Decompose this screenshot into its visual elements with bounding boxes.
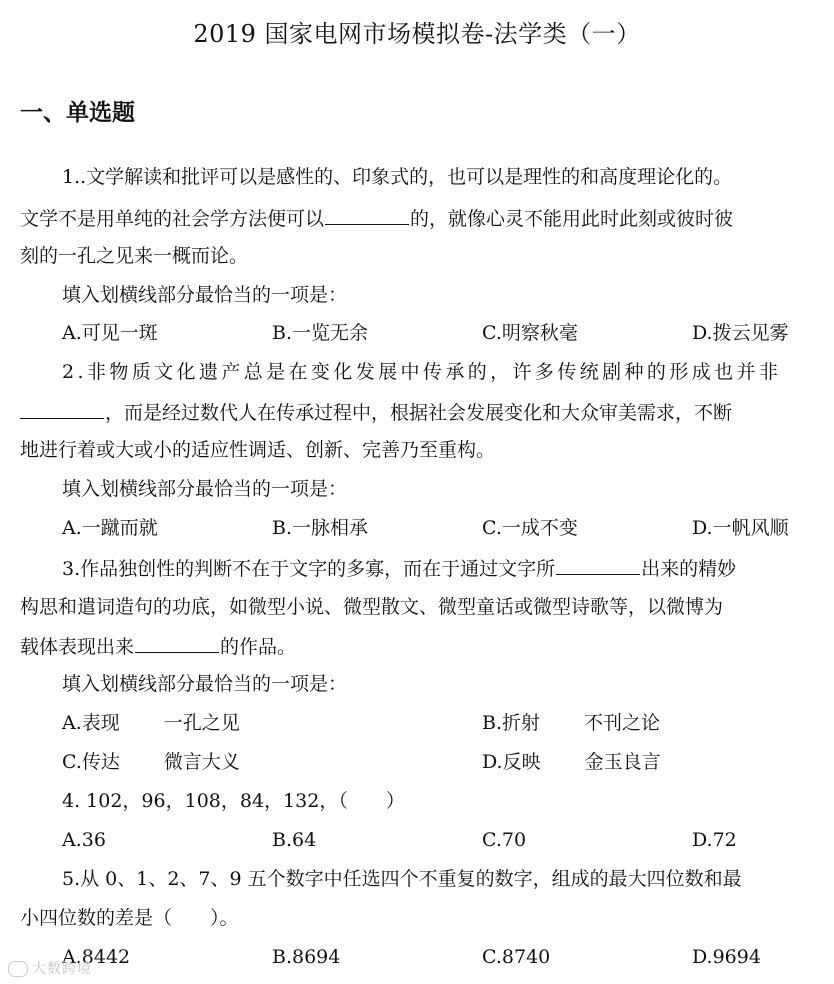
q1-line-1: 1..文学解读和批评可以是感性的、印象式的，也可以是理性的和高度理论化的。: [62, 166, 733, 188]
q1-line-2-post: 的，就像心灵不能用此时此刻或彼时彼: [410, 208, 734, 230]
q2-line-2: [20, 400, 732, 424]
q1-option-d: D.拨云见雾: [692, 322, 789, 344]
q3-prompt: 填入划横线部分最恰当的一项是：: [62, 673, 348, 695]
q5-option-a: A.8442: [62, 946, 131, 968]
q3-option-a-text: 一孔之见: [163, 712, 240, 734]
q4-option-a: A.36: [62, 829, 106, 851]
q1-prompt: 填入划横线部分最恰当的一项是：: [62, 284, 348, 306]
q2-option-a: A.一蹴而就: [62, 517, 158, 539]
q3-line-3: [20, 634, 296, 658]
q3-option-d-letter: D.反映: [482, 751, 541, 773]
q2-blank: [20, 400, 104, 419]
q3-line-1-pre: 3.作品独创性的判断不在于文字的多寡，而在于通过文字所: [62, 558, 556, 580]
q2-option-d: D.一帆风顺: [692, 517, 789, 539]
q1-option-c: C.明察秋毫: [482, 322, 578, 344]
q3-option-a: [62, 712, 240, 734]
q3-blank-1: [556, 556, 640, 575]
q4-line-1: 4. 102，96，108，84，132，（ ）: [62, 790, 405, 812]
q3-line-3-post: 的作品。: [220, 636, 297, 658]
document-title: 2019 国家电网市场模拟卷-法学类（一）: [193, 20, 641, 48]
q5-option-b: B.8694: [272, 946, 341, 968]
q4-option-b: B.64: [272, 829, 317, 851]
q3-option-d: [482, 751, 661, 773]
q3-option-a-letter: A.表现: [62, 712, 120, 734]
q5-option-c: C.8740: [482, 946, 551, 968]
watermark-logo-icon: [8, 961, 28, 977]
q1-line-2-pre: 文学不是用单纯的社会学方法便可以: [20, 208, 325, 230]
q2-line-2-post: ，而是经过数代人在传承过程中，根据社会发展变化和大众审美需求，不断: [105, 402, 733, 424]
q5-option-d: D.9694: [692, 946, 761, 968]
q3-blank-2: [135, 634, 219, 653]
q3-option-b-text: 不刊之论: [584, 712, 661, 734]
q4-option-c: C.70: [482, 829, 527, 851]
watermark: [8, 958, 92, 978]
q2-line-3: 地进行着或大或小的适应性调适、创新、完善乃至重构。: [20, 439, 496, 461]
section-heading: 一、单选题: [20, 100, 135, 126]
q1-blank: [325, 206, 409, 225]
q1-line-3: 刻的一孔之见来一概而论。: [20, 245, 249, 267]
q2-prompt: 填入划横线部分最恰当的一项是：: [62, 478, 348, 500]
q1-line-2: [20, 206, 733, 230]
q4-option-d: D.72: [692, 829, 737, 851]
q3-option-c-text: 微言大义: [163, 751, 240, 773]
q3-line-2: 构思和遣词造句的功底，如微型小说、微型散文、微型童话或微型诗歌等，以微博为: [20, 596, 724, 618]
watermark-text: 大数跨境: [32, 961, 92, 977]
q2-option-c: C.一成不变: [482, 517, 578, 539]
q3-line-1-post: 出来的精妙: [641, 558, 737, 580]
q3-option-c-letter: C.传达: [62, 751, 120, 773]
q2-line-1: 2.非物质文化遗产总是在变化发展中传承的，许多传统剧种的形成也并非: [62, 361, 782, 383]
q2-option-b: B.一脉相承: [272, 517, 369, 539]
q5-line-2: 小四位数的差是（ ）。: [20, 907, 239, 929]
q1-option-b: B.一览无余: [272, 322, 369, 344]
q1-option-a: A.可见一斑: [62, 322, 158, 344]
q3-option-d-text: 金玉良言: [584, 751, 661, 773]
q5-line-1: 5.从 0、1、2、7、9 五个数字中任选四个不重复的数字，组成的最大四位数和最: [62, 868, 742, 890]
q3-option-b: [482, 712, 660, 734]
q3-option-b-letter: B.折射: [482, 712, 541, 734]
q3-line-3-pre: 载体表现出来: [20, 636, 135, 658]
q3-line-1: [62, 556, 736, 580]
q3-option-c: [62, 751, 240, 773]
